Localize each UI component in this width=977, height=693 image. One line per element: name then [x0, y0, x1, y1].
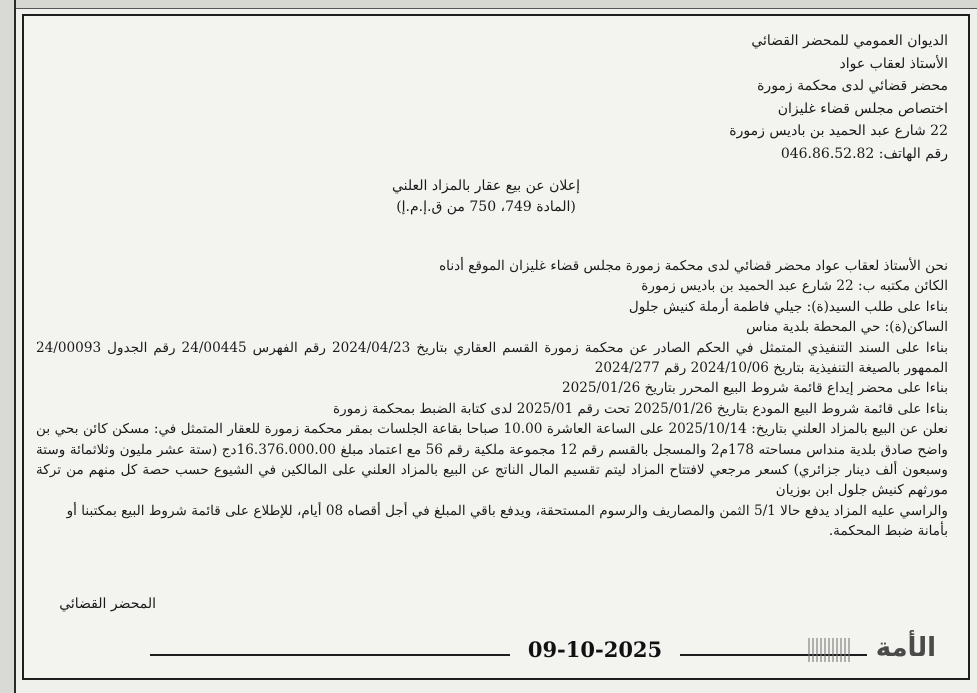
notice-title-main: إعلان عن بيع عقار بالمزاد العلني	[392, 178, 580, 194]
body-paragraph: والراسي عليه المزاد يدفع حالا 5/1 الثمن والمصاريف والرسوم المستحقة، ويدفع باقي المبلغ في أجل أقصاه 08 أيام، للإطلاع على قائمة شروط البيع بمكتبنا أو بأمانة ضبط المحكمة.	[66, 502, 948, 540]
body-paragraph: بناءا على طلب السيد(ة): جيلي فاطمة أرملة كنيش جلول	[628, 298, 948, 315]
adjacent-column-edge-left	[0, 0, 16, 693]
header-line: رقم الهاتف: 046.86.52.82	[780, 145, 948, 162]
notice-title-article: (المادة 749، 750 من ق.إ.م.إ)	[396, 199, 576, 215]
header-line: الأستاذ لعقاب عواد	[839, 55, 948, 72]
footer-rule	[150, 654, 867, 656]
body-paragraph: الكائن مكتبه ب: 22 شارع عبد الحميد بن باديس زمورة	[641, 278, 948, 295]
body-paragraph: بناءا على السند التنفيذي المتمثل في الحكم الصادر عن محكمة زمورة القسم العقاري بتاريخ 2024/04/23 رقم الفهرس 24/00445 رقم الجدول 24/00093 الممهور بالصيغة التنفيذية بتاريخ 2024/10/06 رقم 2024/277	[36, 339, 949, 377]
legal-notice-box	[22, 14, 970, 680]
signature: المحضر القضائي	[59, 596, 156, 612]
logo-pattern	[808, 638, 850, 662]
publication-date	[510, 634, 680, 666]
body-paragraph: بناءا على محضر إيداع قائمة شروط البيع المحرر بتاريخ 2025/01/26	[561, 380, 948, 397]
notice-title	[24, 176, 968, 218]
header-line: الديوان العمومي للمحضر القضائي	[751, 33, 948, 49]
bailiff-office-header	[729, 30, 948, 165]
notice-body	[36, 256, 948, 542]
body-paragraph: الساكن(ة): حي المحطة بلدية مناس	[746, 319, 948, 336]
newspaper-logo-text: الأمة	[875, 633, 936, 663]
newspaper-logo	[806, 628, 936, 668]
header-line: محضر قضائي لدى محكمة زمورة	[757, 78, 948, 94]
body-paragraph: بناءا على قائمة شروط البيع المودع بتاريخ 2025/01/26 تحت رقم 2025/01 لدى كتابة الضبط بمحكمة زمورة	[333, 400, 948, 417]
body-paragraph: نحن الأستاذ لعقاب عواد محضر قضائي لدى محكمة زمورة مجلس قضاء غليزان الموقع أدناه	[439, 258, 948, 274]
publication-date-text: 09-10-2025	[527, 637, 663, 662]
header-line: 22 شارع عبد الحميد بن باديس زمورة	[729, 123, 948, 139]
body-paragraph: نعلن عن البيع بالمزاد العلني بتاريخ: 2025/10/14 على الساعة العاشرة 10.00 صباحا بقاعة الجلسات بمقر محكمة زمورة للعقار المتمثل في: مسكن كائن بحي بن واضح صادق بلدية منداس مساحته 178م2 والمسجل بالقسم رقم 12 مجموعة ملكية رقم 56 مع اعتماد مبلغ 16.376.000.00دج (ستة عشر مليون وثلاثمائة وستة وسبعون ألف دينار جزائري) كسعر مرجعي لافتتاح المزاد ليتم تقسيم المال الناتج عن البيع بالمزاد العلني على المالكين في الشيوع حسب حصة كل منهم من تركة مورثهم كنيش جلول ابن بوزيان	[36, 421, 949, 499]
header-line: اختصاص مجلس قضاء غليزان	[777, 100, 948, 117]
adjacent-column-edge-top	[0, 0, 977, 9]
